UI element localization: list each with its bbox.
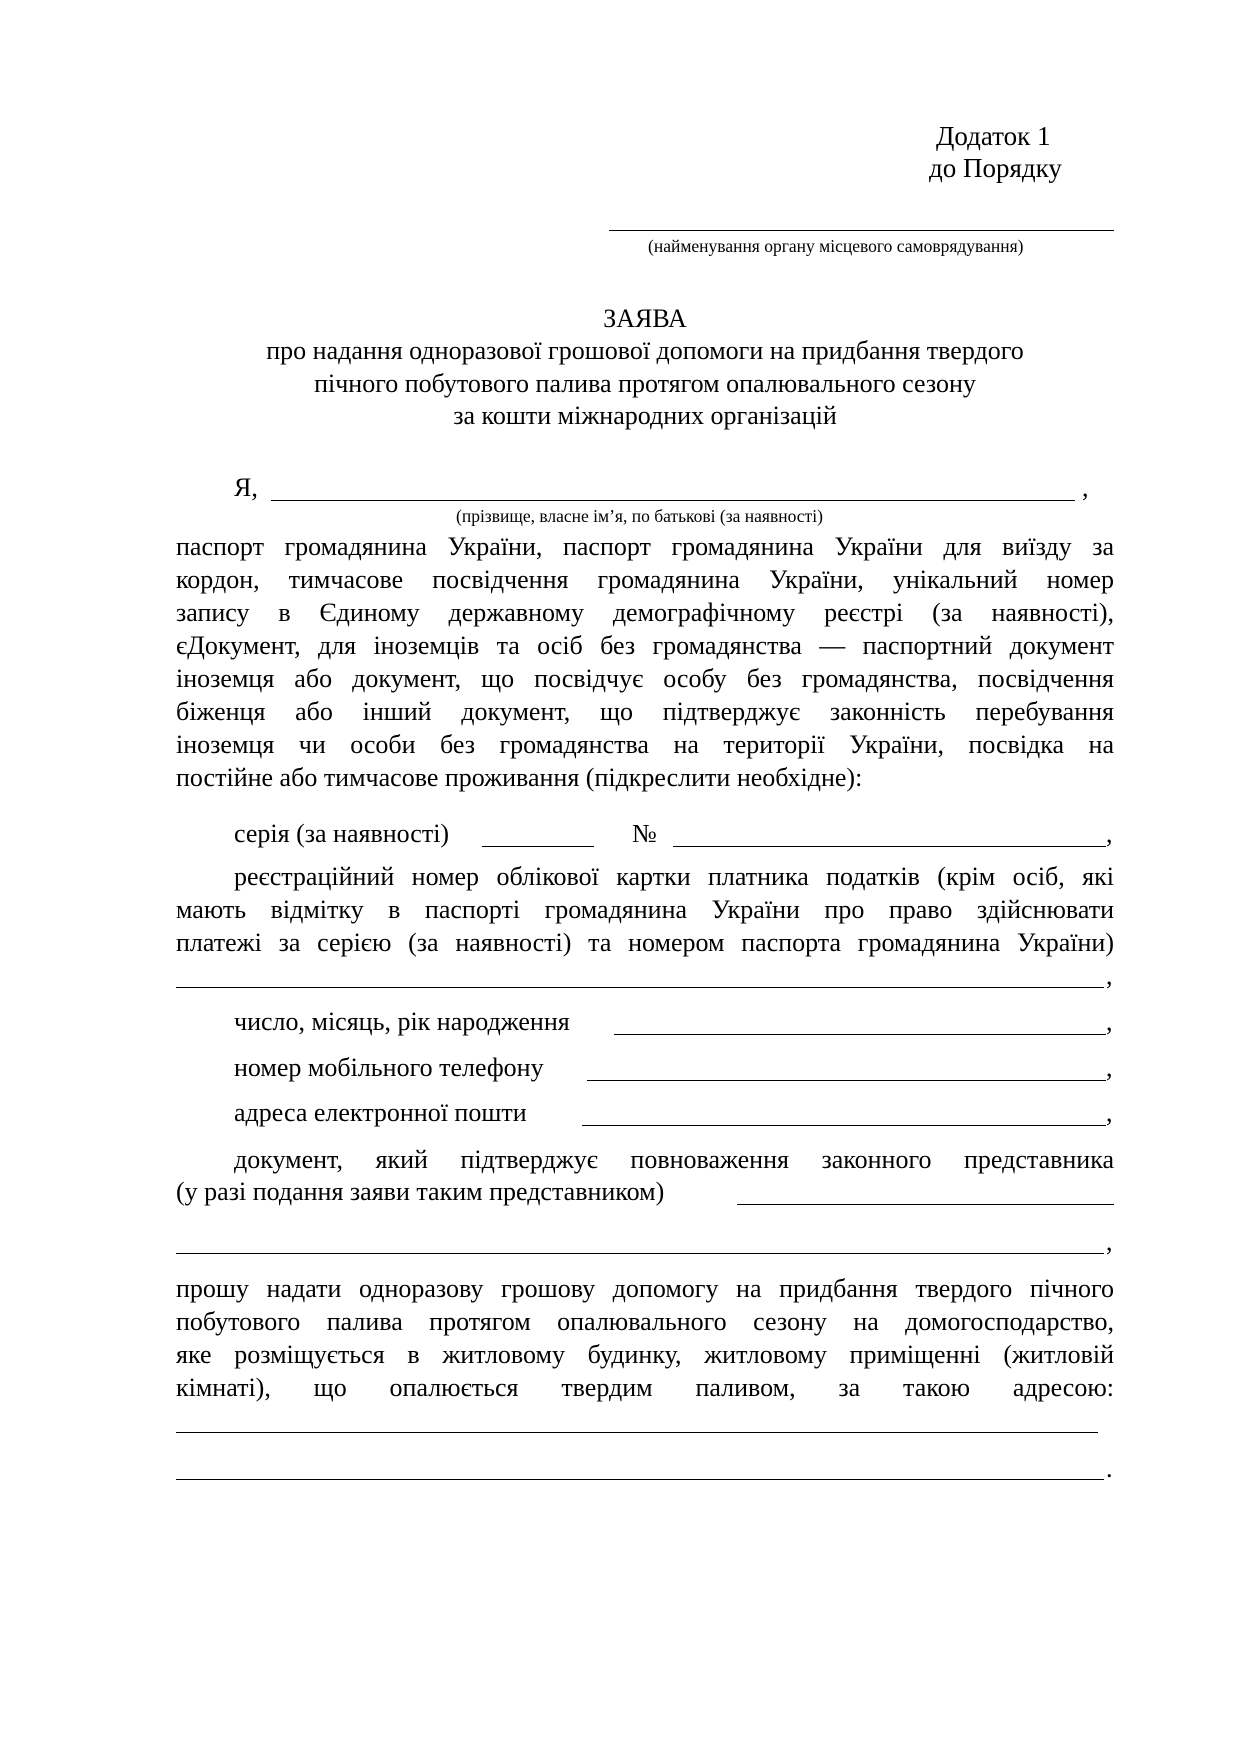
- birth-date-field[interactable]: [614, 1034, 1106, 1035]
- document-title: ЗАЯВА: [603, 304, 687, 333]
- document-subtitle-line-3: за кошти міжнародних організацій: [453, 401, 837, 430]
- birth-date-label: число, місяць, рік народження: [234, 1007, 570, 1036]
- address-field[interactable]: [176, 1432, 1098, 1433]
- identity-line: постійне або тимчасове проживання (підкреслити необхідне):: [176, 763, 863, 792]
- representative-comma: ,: [1106, 1227, 1113, 1256]
- appendix-order-label: до Порядку: [929, 153, 1062, 183]
- authority-name-field[interactable]: [609, 230, 1114, 231]
- request-line: прошу надати одноразову грошову допомогу на придбання твердого пічного: [176, 1274, 1114, 1303]
- applicant-name-caption: (прізвище, власне ім’я, по батькові (за наявності): [456, 506, 823, 526]
- authority-name-caption: (найменування органу місцевого самоврядування): [648, 236, 1024, 256]
- identity-line: паспорт громадянина України, паспорт громадянина України для виїзду за: [176, 532, 1114, 561]
- applicant-prefix: Я,: [234, 473, 258, 502]
- series-label: серія (за наявності): [234, 819, 450, 848]
- birth-date-comma: ,: [1106, 1007, 1113, 1036]
- series-field[interactable]: [482, 846, 594, 847]
- appendix-label: Додаток 1: [936, 121, 1051, 151]
- identity-line: біженця або інший документ, що підтверджує законність перебування: [176, 697, 1114, 726]
- tax-id-line: платежі за серією (за наявності) та номером паспорта громадянина України): [176, 928, 1114, 957]
- tax-id-field[interactable]: [176, 987, 1104, 988]
- identity-line: кордон, тимчасове посвідчення громадянина України, унікальний номер: [176, 565, 1114, 594]
- representative-label: (у разі подання заяви таким представником): [176, 1177, 665, 1206]
- phone-comma: ,: [1106, 1053, 1113, 1082]
- tax-id-line: реєстраційний номер облікової картки платника податків (крім осіб, які: [234, 862, 1114, 891]
- email-label: адреса електронної пошти: [234, 1098, 527, 1127]
- address-period: .: [1106, 1454, 1113, 1483]
- tax-id-comma: ,: [1106, 961, 1113, 990]
- applicant-name-comma: ,: [1082, 473, 1089, 502]
- request-line: кімнаті), що опалюється твердим паливом, за такою адресою:: [176, 1373, 1114, 1402]
- request-line: яке розміщується в житловому будинку, житловому приміщенні (житловій: [176, 1340, 1114, 1369]
- identity-line: іноземця чи особи без громадянства на території України, посвідка на: [176, 730, 1114, 759]
- phone-field[interactable]: [587, 1080, 1106, 1081]
- number-comma: ,: [1106, 819, 1113, 848]
- address-field-continued[interactable]: [176, 1479, 1104, 1480]
- document-subtitle-line-2: пічного побутового палива протягом опалювального сезону: [314, 369, 976, 398]
- applicant-name-field[interactable]: [271, 500, 1075, 501]
- representative-line: документ, який підтверджує повноваження законного представника: [234, 1145, 1114, 1174]
- representative-field-continued[interactable]: [176, 1253, 1104, 1254]
- identity-line: запису в Єдиному державному демографічному реєстрі (за наявності),: [176, 598, 1114, 627]
- identity-line: єДокумент, для іноземців та осіб без громадянства — паспортний документ: [176, 631, 1114, 660]
- phone-label: номер мобільного телефону: [234, 1053, 544, 1082]
- representative-field[interactable]: [737, 1204, 1114, 1205]
- document-subtitle-line-1: про надання одноразової грошової допомоги на придбання твердого: [266, 336, 1024, 365]
- email-comma: ,: [1106, 1098, 1113, 1127]
- number-label: №: [632, 819, 657, 848]
- tax-id-line: мають відмітку в паспорті громадянина України про право здійснювати: [176, 895, 1114, 924]
- email-field[interactable]: [582, 1125, 1106, 1126]
- number-field[interactable]: [673, 846, 1106, 847]
- identity-line: іноземця або документ, що посвідчує особу без громадянства, посвідчення: [176, 664, 1114, 693]
- request-line: побутового палива протягом опалювального сезону на домогосподарство,: [176, 1307, 1114, 1336]
